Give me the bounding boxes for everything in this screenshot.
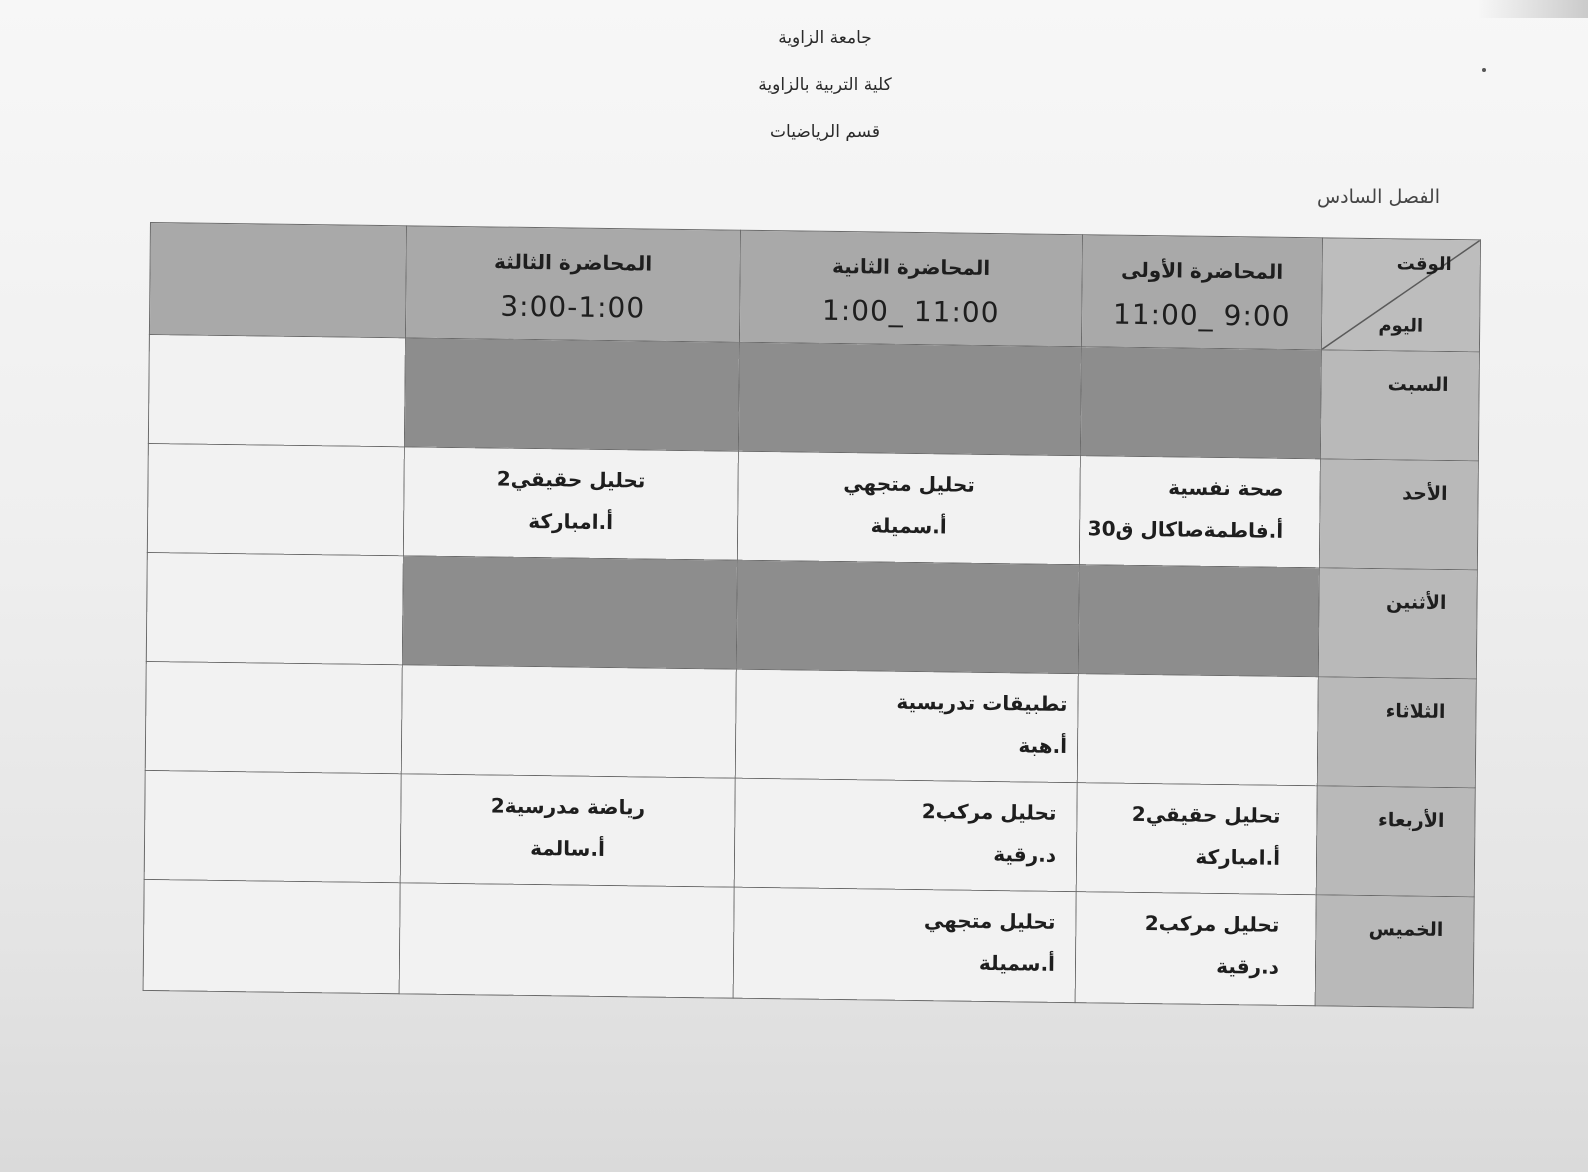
course-name: تحليل مركب2 — [1144, 911, 1280, 937]
corner-time-label: الوقت — [1396, 253, 1452, 276]
course-name: تحليل متجهي — [923, 908, 1056, 934]
day-cell — [1317, 677, 1476, 788]
day-label: الأحد — [1402, 482, 1448, 505]
corner-day-label: اليوم — [1378, 315, 1424, 337]
lecture-time: 3:00-1:00 — [500, 289, 646, 325]
schedule-cell — [734, 778, 1077, 891]
teacher-name: أ.هبة — [1018, 733, 1068, 759]
lecture-title: المحاضرة الثانية — [832, 253, 991, 280]
blank-cell — [145, 661, 402, 773]
lecture-header-3 — [405, 226, 740, 342]
corner-cell — [1321, 238, 1480, 352]
teacher-name: د.رقية — [993, 842, 1057, 867]
schedule-cell — [1077, 674, 1318, 786]
schedule-cell — [1079, 456, 1320, 568]
schedule-cell — [399, 883, 734, 998]
blank-cell — [143, 879, 400, 993]
schedule-cell — [401, 665, 736, 778]
lecture-title: المحاضرة الأولى — [1120, 257, 1284, 284]
schedule-cell-shaded — [738, 342, 1081, 455]
table-row — [143, 879, 1474, 1007]
lecture-time: 1:00_ 11:00 — [821, 293, 1000, 330]
teacher-name: أ.سالمة — [530, 835, 605, 861]
blank-cell — [148, 334, 405, 446]
day-cell — [1320, 350, 1479, 461]
blank-cell — [144, 770, 401, 882]
teacher-name: أ.امباركة — [528, 508, 614, 535]
schedule-table — [143, 222, 1481, 1008]
schedule-cell — [735, 669, 1078, 782]
lecture-title: المحاضرة الثالثة — [494, 249, 653, 276]
course-name: تحليل متجهي — [843, 471, 975, 497]
day-cell — [1319, 459, 1478, 570]
lecture-header-2 — [739, 230, 1082, 346]
table-row — [148, 334, 1479, 460]
teacher-name: د.رقية — [1216, 953, 1280, 979]
course-name: رياضة مدرسية2 — [490, 793, 646, 820]
day-label: السبت — [1387, 373, 1449, 396]
teacher-name: أ.امباركة — [1195, 844, 1281, 870]
schedule-cell-shaded — [1080, 347, 1321, 459]
course-name: تطبيقات تدريسية — [896, 689, 1068, 717]
blank-cell — [147, 443, 404, 555]
teacher-name — [401, 901, 698, 905]
schedule-cell — [400, 774, 735, 887]
day-label: الثلاثاء — [1385, 700, 1446, 723]
table-header-row — [149, 223, 1480, 352]
department-name: قسم الرياضيات — [770, 122, 880, 142]
semester-label: الفصل السادس — [1316, 186, 1440, 208]
schedule-cell-shaded — [402, 556, 737, 669]
course-name — [401, 901, 698, 905]
schedule-cell-shaded — [736, 560, 1079, 673]
blank-cell — [146, 552, 403, 664]
schedule-cell — [737, 451, 1080, 564]
lecture-time: 11:00_ 9:00 — [1112, 297, 1291, 333]
paper-speck — [1482, 68, 1486, 72]
course-name: تحليل مركب2 — [921, 799, 1057, 825]
day-label: الأثنين — [1385, 591, 1447, 614]
teacher-name — [403, 683, 700, 687]
course-name — [1079, 692, 1282, 695]
page-edge-shadow — [1478, 0, 1588, 18]
lecture-header-1 — [1081, 235, 1322, 350]
teacher-name: أ.سميلة — [870, 513, 947, 539]
schedule-cell — [1076, 783, 1317, 895]
schedule-cell-shaded — [404, 338, 739, 451]
schedule-cell — [403, 447, 738, 560]
day-label: الخميس — [1368, 917, 1444, 941]
day-label: الأربعاء — [1377, 809, 1445, 832]
schedule-cell-shaded — [1078, 565, 1319, 677]
faculty-name: كلية التربية بالزاوية — [758, 75, 892, 95]
university-name: جامعة الزاوية — [778, 28, 872, 48]
day-cell — [1316, 786, 1475, 897]
course-name — [403, 683, 700, 687]
course-name: تحليل حقيقي2 — [496, 466, 646, 493]
course-name: صحة نفسية — [1168, 475, 1284, 501]
schedule-cell — [733, 887, 1076, 1002]
schedule-table-wrapper — [143, 222, 1480, 1007]
schedule-cell — [1075, 892, 1316, 1006]
table-row — [144, 770, 1475, 896]
teacher-name: أ.سميلة — [978, 950, 1056, 976]
day-cell — [1315, 895, 1474, 1008]
course-name: تحليل حقيقي2 — [1131, 801, 1281, 828]
table-row — [146, 552, 1477, 678]
day-cell — [1318, 568, 1477, 679]
teacher-name — [1079, 692, 1282, 695]
teacher-name: أ.فاطمةصاكال ق30 — [1087, 516, 1284, 543]
blank-header-cell — [149, 223, 406, 338]
table-row — [147, 443, 1478, 569]
table-row — [145, 661, 1476, 787]
